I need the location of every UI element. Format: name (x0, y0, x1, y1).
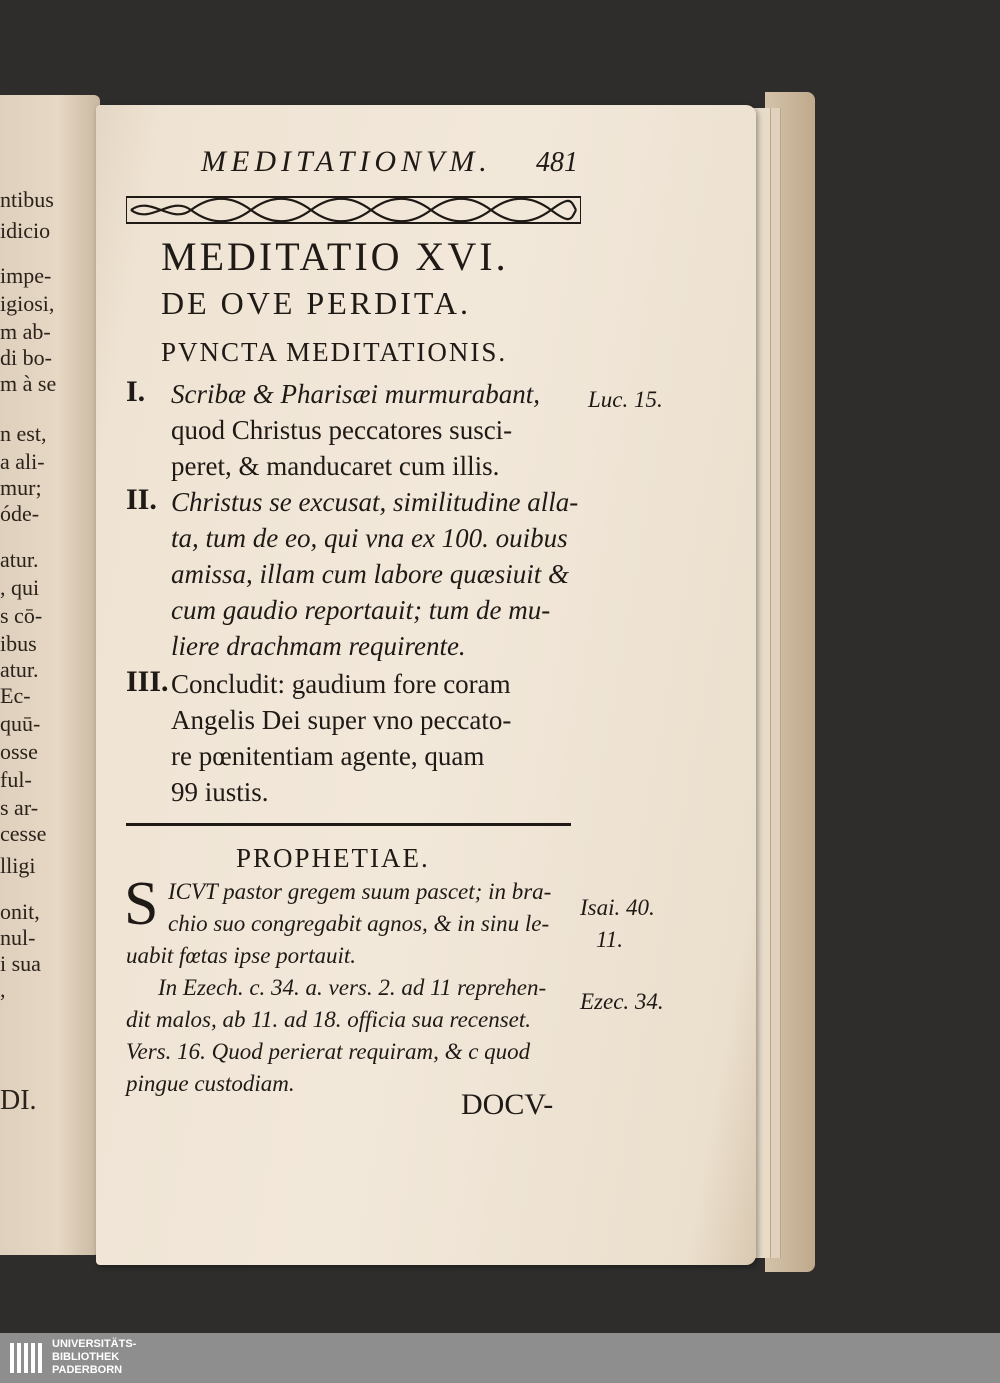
point-line: Christus se excusat, similitudine alla- (171, 487, 579, 517)
point-line: Concludit: gaudium fore coram (171, 669, 511, 699)
ornament-band-icon (126, 193, 581, 227)
left-page-text: , (0, 977, 6, 1002)
left-page-text: lligi (0, 853, 36, 878)
point-line: peret, & manducaret cum illis. (171, 451, 500, 481)
left-page-text: cesse (0, 821, 47, 846)
prophetiae-line: pingue custodiam. (126, 1071, 295, 1096)
prophetiae-line: uabit fœtas ipse portauit. (126, 943, 357, 968)
puncta-heading: PVNCTA MEDITATIONIS. (161, 337, 508, 367)
prophetiae-line: chio suo congregabit agnos, & in sinu le- (168, 911, 550, 936)
left-page-text: quū- (0, 711, 41, 736)
library-footer-bar (0, 1333, 1000, 1383)
library-name-line: BIBLIOTHEK (52, 1351, 120, 1363)
margin-note: Ezec. 34. (580, 989, 664, 1014)
point-line: quod Christus peccatores susci- (171, 415, 513, 445)
left-page-text: ntibus (0, 187, 54, 212)
book-page (96, 105, 756, 1265)
margin-note: 11. (596, 927, 624, 952)
left-page-text: m à se (0, 371, 57, 396)
meditation-subtitle: DE OVE PERDITA. (161, 285, 471, 321)
left-page-text: impe- (0, 263, 52, 288)
prophetiae-line: Vers. 16. Quod perierat requiram, & c quod (126, 1039, 531, 1064)
margin-note: Luc. 15. (588, 387, 663, 412)
point-numeral: I. (126, 375, 146, 408)
point-line: Angelis Dei super vno peccato- (171, 705, 512, 735)
point-line: amissa, illam cum labore quæsiuit & (171, 559, 570, 589)
left-page-text: a ali- (0, 449, 45, 474)
left-page-text: s ar- (0, 795, 39, 820)
left-page-text: mur; (0, 475, 42, 500)
left-page-text: atur. (0, 657, 39, 682)
library-name (52, 1338, 136, 1377)
left-page-text: s cō- (0, 603, 43, 628)
running-title: MEDITATIONVM. (201, 145, 492, 178)
point-numeral: II. (126, 483, 157, 516)
library-name-line: PADERBORN (52, 1364, 123, 1376)
left-page-text: osse (0, 739, 38, 764)
section-divider (126, 823, 571, 826)
left-page-text: nul- (0, 925, 36, 950)
point-line: re pœnitentiam agente, quam (171, 741, 485, 771)
prophetiae-heading: PROPHETIAE. (236, 843, 430, 873)
point-line: 99 iustis. (171, 777, 269, 807)
left-page-text: atur. (0, 547, 39, 572)
left-page-text: Ec- (0, 683, 31, 708)
left-page-text: onit, (0, 899, 40, 924)
point-line: liere drachmam requirente. (171, 631, 466, 661)
left-page-text: óde- (0, 501, 40, 526)
left-page-text: DI. (0, 1085, 37, 1116)
margin-note: Isai. 40. (580, 895, 655, 920)
left-page-text: ibus (0, 631, 37, 656)
point-numeral: III. (126, 665, 169, 698)
prophetiae-line: ICVT pastor gregem suum pascet; in bra- (168, 879, 552, 904)
catchword: DOCV- (461, 1088, 554, 1121)
left-page-text: idicio (0, 218, 51, 243)
left-page-text: n est, (0, 421, 47, 446)
left-page-text: di bo- (0, 345, 52, 370)
prophetiae-line: dit malos, ab 11. ad 18. officia sua recenset. (126, 1007, 532, 1032)
point-line: ta, tum de eo, qui vna ex 100. ouibus (171, 523, 568, 553)
page-number: 481 (536, 147, 578, 178)
point-line: cum gaudio reportauit; tum de mu- (171, 595, 551, 625)
left-page-text: i sua (0, 951, 41, 976)
left-page-fragment (0, 95, 100, 1255)
left-page-text: , qui (0, 575, 40, 600)
library-logo-icon (8, 1339, 46, 1377)
prophetiae-line: In Ezech. c. 34. a. vers. 2. ad 11 reprehen- (158, 975, 547, 1000)
meditation-title: MEDITATIO XVI. (161, 234, 509, 279)
left-page-text: igiosi, (0, 291, 55, 316)
drop-cap: S (124, 870, 159, 938)
library-name-line: UNIVERSITÄTS- (52, 1338, 137, 1350)
left-page-text: ful- (0, 767, 32, 792)
point-line: Scribæ & Pharisæi murmurabant, (171, 379, 541, 409)
left-page-text: m ab- (0, 319, 51, 344)
